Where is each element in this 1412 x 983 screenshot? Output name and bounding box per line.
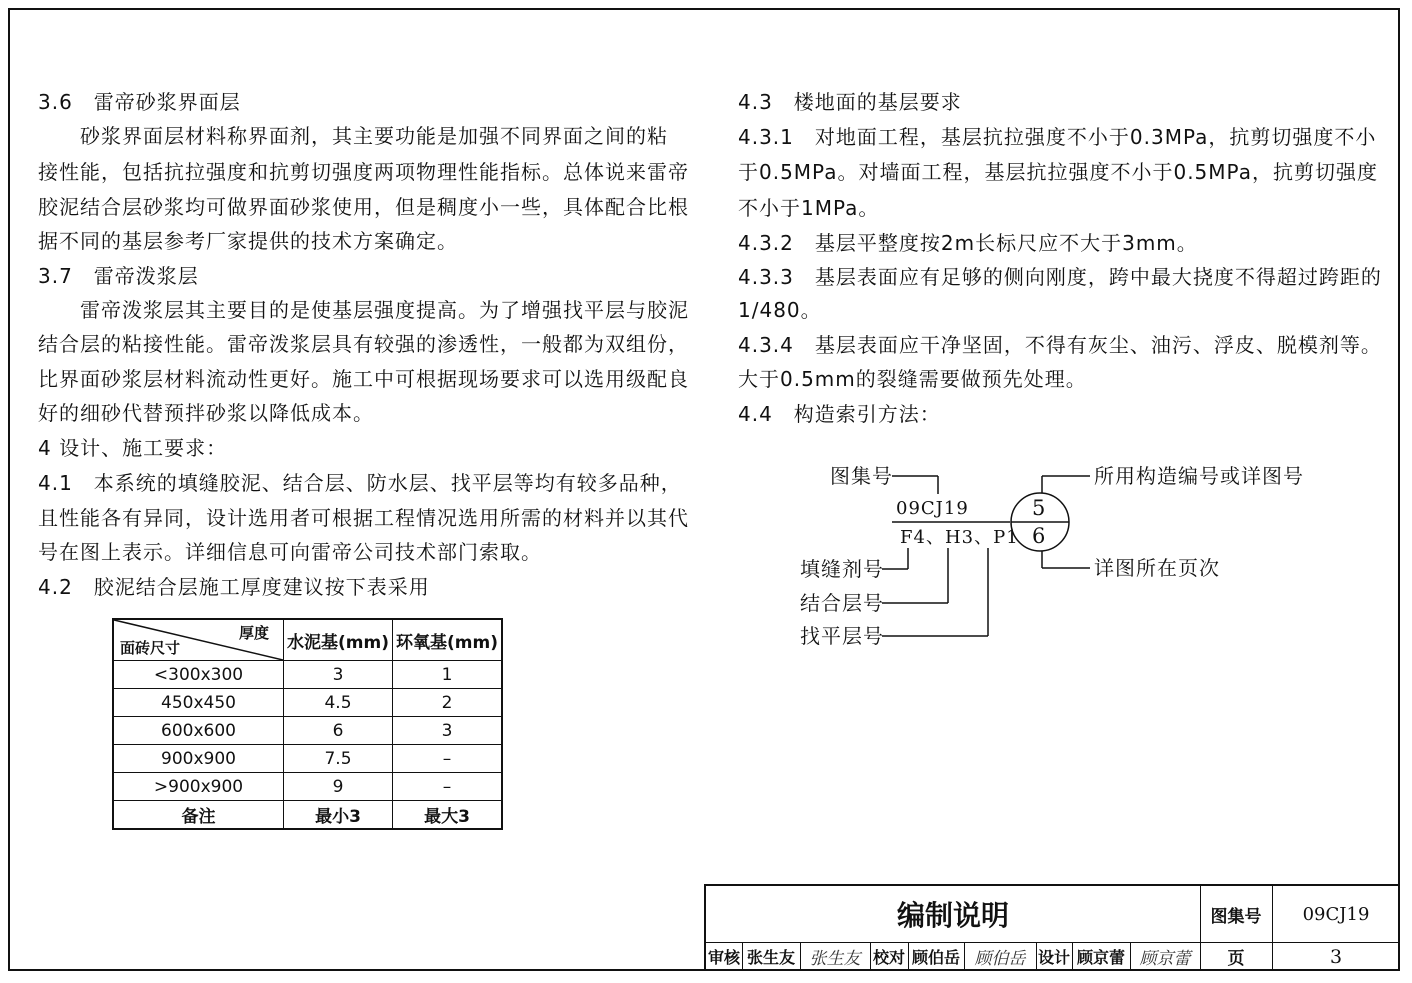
atlas-no-label: 图集号 (1210, 906, 1262, 927)
circle-top-number: 5 (1032, 496, 1047, 520)
design-label: 设计 (1037, 948, 1070, 967)
paragraph-line: 4.3.4 基层表面应干净坚固，不得有灰尘、油污、浮皮、脱模剂等。 (738, 333, 1382, 357)
paragraph-line: 大于0.5mm的裂缝需要做预先处理。 (738, 367, 1087, 391)
label-leveling-layer-no: 找平层号 (800, 624, 884, 648)
cell-cement: 6 (284, 717, 393, 745)
reviewer-signature: 张生友 (809, 949, 861, 969)
table-row (113, 773, 502, 801)
label-bond-layer-no: 结合层号 (800, 591, 884, 615)
label-detail-no: 所用构造编号或详图号 (1094, 464, 1304, 488)
heading-4-3: 4.3 楼地面的基层要求 (738, 90, 962, 114)
circle-bottom-number: 6 (1032, 524, 1047, 548)
paragraph-line: 砂浆界面层材料称界面剂，其主要功能是加强不同界面之间的粘 (80, 124, 668, 148)
designer-name: 顾京蕾 (1076, 948, 1125, 967)
col-header-epoxy: 环氧基(mm) (393, 619, 503, 661)
cell-cement: 4.5 (284, 689, 393, 717)
corner-label-tile-size: 面砖尺寸 (120, 639, 181, 657)
heading-4: 4 设计、施工要求： (38, 436, 228, 460)
paragraph-line: 接性能，包括抗拉强度和抗剪切强度两项物理性能指标。总体说来雷帝 (38, 160, 689, 184)
paragraph-line: 号在图上表示。详细信息可向雷帝公司技术部门索取。 (38, 540, 542, 564)
page-number: 3 (1329, 945, 1343, 968)
paragraph-line: 且性能各有异同，设计选用者可根据工程情况选用所需的材料并以其代 (38, 506, 689, 530)
checker-name: 顾伯岳 (911, 948, 960, 967)
heading-3-6: 3.6 雷帝砂浆界面层 (38, 90, 241, 114)
reviewer-name: 张生友 (746, 948, 795, 967)
check-label: 校对 (872, 948, 905, 967)
drawing-title: 编制说明 (896, 899, 1009, 932)
thickness-table (112, 618, 503, 830)
paragraph-line: 不小于1MPa。 (738, 196, 880, 220)
cell-epoxy: – (393, 773, 503, 801)
cell-cement: 3 (284, 661, 393, 689)
cell-cement: 7.5 (284, 745, 393, 773)
cell-size: >900x900 (113, 773, 284, 801)
heading-3-7: 3.7 雷帝泼浆层 (38, 264, 199, 288)
table-corner-cell (113, 619, 284, 661)
atlas-no-value: 09CJ19 (1302, 903, 1370, 925)
paragraph-line: 好的细砂代替预拌砂浆以降低成本。 (38, 401, 374, 425)
designer-signature: 顾京蕾 (1139, 949, 1191, 969)
paragraph-line: 据不同的基层参考厂家提供的技术方案确定。 (38, 229, 458, 253)
cell-remarks-label: 备注 (113, 801, 284, 830)
title-block (704, 884, 1400, 971)
checker-signature: 顾伯岳 (974, 949, 1026, 969)
heading-4-4: 4.4 构造索引方法： (738, 402, 941, 426)
paragraph-line: 1/480。 (738, 298, 822, 322)
cell-size: 450x450 (113, 689, 284, 717)
table-row-remarks (113, 801, 502, 830)
cell-remarks-cement: 最小3 (284, 801, 393, 830)
cell-epoxy: 3 (393, 717, 503, 745)
label-atlas-no: 图集号 (830, 464, 893, 488)
cell-epoxy: 1 (393, 661, 503, 689)
cell-size: 600x600 (113, 717, 284, 745)
cell-size: <300x300 (113, 661, 284, 689)
corner-label-thickness: 厚度 (238, 624, 269, 642)
table-row (113, 717, 502, 745)
label-filler-no: 填缝剂号 (800, 557, 884, 581)
review-label: 审核 (707, 948, 740, 967)
paragraph-line: 于0.5MPa。对墙面工程，基层抗拉强度不小于0.5MPa，抗剪切强度 (738, 160, 1378, 184)
col-header-cement: 水泥基(mm) (284, 619, 393, 661)
heading-4-2: 4.2 胶泥结合层施工厚度建议按下表采用 (38, 575, 430, 599)
cell-cement: 9 (284, 773, 393, 801)
cell-size: 900x900 (113, 745, 284, 773)
paragraph-line: 4.3.2 基层平整度按2m长标尺应不大于3mm。 (738, 231, 1198, 255)
material-codes: F4、H3、P1 (900, 527, 1019, 548)
table-row (113, 745, 502, 773)
atlas-code: 09CJ19 (896, 498, 969, 519)
paragraph-line: 胶泥结合层砂浆均可做界面砂浆使用，但是稠度小一些，具体配合比根 (38, 195, 689, 219)
paragraph-line: 4.1 本系统的填缝胶泥、结合层、防水层、找平层等均有较多品种， (38, 471, 682, 495)
cell-epoxy: 2 (393, 689, 503, 717)
page-label: 页 (1227, 949, 1245, 969)
paragraph-line: 结合层的粘接性能。雷帝泼浆层具有较强的渗透性，一般都为双组份， (38, 332, 689, 356)
table-row (113, 689, 502, 717)
paragraph-line: 4.3.1 对地面工程，基层抗拉强度不小于0.3MPa，抗剪切强度不小 (738, 125, 1377, 149)
cell-remarks-epoxy: 最大3 (393, 801, 503, 830)
cell-epoxy: – (393, 745, 503, 773)
label-detail-page: 详图所在页次 (1094, 556, 1220, 580)
table-row (113, 661, 502, 689)
paragraph-line: 比界面砂浆层材料流动性更好。施工中可根据现场要求可以选用级配良 (38, 367, 689, 391)
paragraph-line: 4.3.3 基层表面应有足够的侧向刚度，跨中最大挠度不得超过跨距的 (738, 265, 1382, 289)
paragraph-line: 雷帝泼浆层其主要目的是使基层强度提高。为了增强找平层与胶泥 (80, 298, 689, 322)
